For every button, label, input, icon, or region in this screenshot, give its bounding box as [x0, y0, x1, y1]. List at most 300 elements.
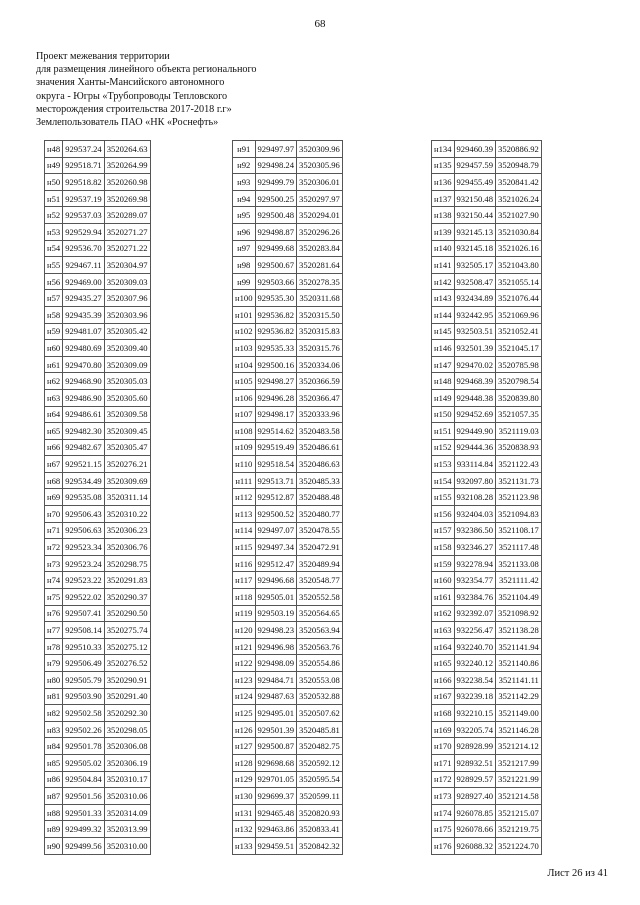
table-row — [432, 522, 542, 539]
x-coordinate-cell: 929498.27 — [255, 373, 297, 390]
x-coordinate-cell: 929500.48 — [255, 207, 297, 224]
header-line: для размещения линейного объекта регионального — [36, 64, 257, 76]
x-coordinate-cell: 926078.85 — [454, 804, 496, 821]
x-coordinate-cell: 929497.34 — [255, 539, 297, 556]
x-coordinate-cell: 929501.33 — [63, 804, 105, 821]
x-coordinate-cell: 932442.95 — [454, 306, 496, 323]
point-id-cell: н125 — [233, 705, 256, 722]
y-coordinate-cell: 3521214.12 — [496, 738, 542, 755]
table-row — [45, 190, 151, 207]
table-row — [233, 472, 343, 489]
point-id-cell: н139 — [432, 223, 455, 240]
x-coordinate-cell: 929498.23 — [255, 622, 297, 639]
table-row — [432, 389, 542, 406]
point-id-cell: н73 — [45, 555, 63, 572]
point-id-cell: н119 — [233, 605, 256, 622]
point-id-cell: н138 — [432, 207, 455, 224]
point-id-cell: н122 — [233, 655, 256, 672]
point-id-cell: н91 — [233, 141, 256, 158]
x-coordinate-cell: 929519.49 — [255, 439, 297, 456]
point-id-cell: н152 — [432, 439, 455, 456]
y-coordinate-cell: 3520278.35 — [297, 273, 343, 290]
y-coordinate-cell: 3520480.77 — [297, 506, 343, 523]
x-coordinate-cell: 929486.61 — [63, 406, 105, 423]
x-coordinate-cell: 929512.87 — [255, 489, 297, 506]
y-coordinate-cell: 3520291.83 — [104, 572, 150, 589]
x-coordinate-cell: 932508.47 — [454, 273, 496, 290]
table-row — [45, 622, 151, 639]
point-id-cell: н49 — [45, 157, 63, 174]
point-id-cell: н112 — [233, 489, 256, 506]
y-coordinate-cell: 3520291.40 — [104, 688, 150, 705]
x-coordinate-cell: 929444.36 — [454, 439, 496, 456]
point-id-cell: н142 — [432, 273, 455, 290]
y-coordinate-cell: 3520313.99 — [104, 821, 150, 838]
table-row — [233, 589, 343, 606]
x-coordinate-cell: 928927.40 — [454, 788, 496, 805]
x-coordinate-cell: 929505.02 — [63, 754, 105, 771]
y-coordinate-cell: 3521140.86 — [496, 655, 542, 672]
point-id-cell: н123 — [233, 672, 256, 689]
table-row — [432, 456, 542, 473]
x-coordinate-cell: 932145.13 — [454, 223, 496, 240]
point-id-cell: н103 — [233, 340, 256, 357]
sheet-footer: Лист 26 из 41 — [547, 868, 608, 879]
x-coordinate-cell: 932145.18 — [454, 240, 496, 257]
table-row — [45, 572, 151, 589]
point-id-cell: н87 — [45, 788, 63, 805]
y-coordinate-cell: 3520485.33 — [297, 472, 343, 489]
table-row — [233, 804, 343, 821]
x-coordinate-cell: 929435.39 — [63, 306, 105, 323]
table-row — [45, 804, 151, 821]
table-row — [432, 771, 542, 788]
document-header — [36, 50, 366, 129]
y-coordinate-cell: 3521111.42 — [496, 572, 542, 589]
x-coordinate-cell: 929500.25 — [255, 190, 297, 207]
y-coordinate-cell: 3520314.09 — [104, 804, 150, 821]
y-coordinate-cell: 3520366.47 — [297, 389, 343, 406]
y-coordinate-cell: 3521030.84 — [496, 223, 542, 240]
table-row — [45, 456, 151, 473]
table-row — [233, 257, 343, 274]
x-coordinate-cell: 929482.30 — [63, 423, 105, 440]
point-id-cell: н165 — [432, 655, 455, 672]
x-coordinate-cell: 932097.80 — [454, 472, 496, 489]
x-coordinate-cell: 929518.54 — [255, 456, 297, 473]
y-coordinate-cell: 3521026.24 — [496, 190, 542, 207]
y-coordinate-cell: 3521117.48 — [496, 539, 542, 556]
x-coordinate-cell: 929505.79 — [63, 672, 105, 689]
point-id-cell: н137 — [432, 190, 455, 207]
y-coordinate-cell: 3520833.41 — [297, 821, 343, 838]
point-id-cell: н96 — [233, 223, 256, 240]
y-coordinate-cell: 3520303.96 — [104, 306, 150, 323]
y-coordinate-cell: 3520306.08 — [104, 738, 150, 755]
point-id-cell: н166 — [432, 672, 455, 689]
x-coordinate-cell: 929497.97 — [255, 141, 297, 158]
y-coordinate-cell: 3520532.88 — [297, 688, 343, 705]
table-row — [45, 141, 151, 158]
table-row — [233, 240, 343, 257]
point-id-cell: н136 — [432, 174, 455, 191]
point-id-cell: н64 — [45, 406, 63, 423]
y-coordinate-cell: 3520841.42 — [496, 174, 542, 191]
y-coordinate-cell: 3520297.97 — [297, 190, 343, 207]
table-row — [432, 506, 542, 523]
y-coordinate-cell: 3521027.90 — [496, 207, 542, 224]
table-row — [432, 837, 542, 854]
y-coordinate-cell: 3520276.21 — [104, 456, 150, 473]
table-row — [233, 655, 343, 672]
point-id-cell: н100 — [233, 290, 256, 307]
y-coordinate-cell: 3521214.58 — [496, 788, 542, 805]
table-row — [233, 605, 343, 622]
y-coordinate-cell: 3521133.08 — [496, 555, 542, 572]
x-coordinate-cell: 932210.15 — [454, 705, 496, 722]
table-row — [233, 273, 343, 290]
point-id-cell: н90 — [45, 837, 63, 854]
table-row — [233, 738, 343, 755]
y-coordinate-cell: 3520842.32 — [297, 837, 343, 854]
x-coordinate-cell: 932386.50 — [454, 522, 496, 539]
point-id-cell: н116 — [233, 555, 256, 572]
point-id-cell: н63 — [45, 389, 63, 406]
x-coordinate-cell: 928932.51 — [454, 754, 496, 771]
point-id-cell: н154 — [432, 472, 455, 489]
y-coordinate-cell: 3520507.62 — [297, 705, 343, 722]
table-row — [233, 290, 343, 307]
table-row — [432, 290, 542, 307]
point-id-cell: н88 — [45, 804, 63, 821]
table-row — [233, 622, 343, 639]
x-coordinate-cell: 929500.67 — [255, 257, 297, 274]
y-coordinate-cell: 3520290.91 — [104, 672, 150, 689]
table-row — [45, 788, 151, 805]
table-row — [432, 721, 542, 738]
x-coordinate-cell: 929499.79 — [255, 174, 297, 191]
table-row — [45, 555, 151, 572]
table-row — [233, 754, 343, 771]
coordinate-table — [232, 140, 343, 855]
point-id-cell: н131 — [233, 804, 256, 821]
table-row — [432, 572, 542, 589]
point-id-cell: н60 — [45, 340, 63, 357]
point-id-cell: н54 — [45, 240, 63, 257]
table-row — [233, 788, 343, 805]
point-id-cell: н75 — [45, 589, 63, 606]
x-coordinate-cell: 929503.90 — [63, 688, 105, 705]
point-id-cell: н106 — [233, 389, 256, 406]
y-coordinate-cell: 3520798.54 — [496, 373, 542, 390]
x-coordinate-cell: 932239.18 — [454, 688, 496, 705]
table-row — [233, 456, 343, 473]
point-id-cell: н56 — [45, 273, 63, 290]
y-coordinate-cell: 3521026.16 — [496, 240, 542, 257]
y-coordinate-cell: 3521104.49 — [496, 589, 542, 606]
y-coordinate-cell: 3521221.99 — [496, 771, 542, 788]
point-id-cell: н57 — [45, 290, 63, 307]
y-coordinate-cell: 3520486.63 — [297, 456, 343, 473]
table-row — [432, 605, 542, 622]
y-coordinate-cell: 3520488.48 — [297, 489, 343, 506]
y-coordinate-cell: 3520333.96 — [297, 406, 343, 423]
table-row — [45, 655, 151, 672]
x-coordinate-cell: 932505.17 — [454, 257, 496, 274]
y-coordinate-cell: 3520298.75 — [104, 555, 150, 572]
x-coordinate-cell: 929486.90 — [63, 389, 105, 406]
point-id-cell: н94 — [233, 190, 256, 207]
y-coordinate-cell: 3521094.83 — [496, 506, 542, 523]
table-row — [45, 522, 151, 539]
y-coordinate-cell: 3521069.96 — [496, 306, 542, 323]
point-id-cell: н117 — [233, 572, 256, 589]
point-id-cell: н161 — [432, 589, 455, 606]
y-coordinate-cell: 3521138.28 — [496, 622, 542, 639]
point-id-cell: н102 — [233, 323, 256, 340]
table-row — [432, 638, 542, 655]
y-coordinate-cell: 3520948.79 — [496, 157, 542, 174]
x-coordinate-cell: 929514.62 — [255, 423, 297, 440]
point-id-cell: н146 — [432, 340, 455, 357]
point-id-cell: н157 — [432, 522, 455, 539]
y-coordinate-cell: 3520310.06 — [104, 788, 150, 805]
x-coordinate-cell: 929435.27 — [63, 290, 105, 307]
y-coordinate-cell: 3520485.81 — [297, 721, 343, 738]
x-coordinate-cell: 933114.84 — [454, 456, 496, 473]
y-coordinate-cell: 3520309.69 — [104, 472, 150, 489]
y-coordinate-cell: 3520315.76 — [297, 340, 343, 357]
x-coordinate-cell: 929537.19 — [63, 190, 105, 207]
y-coordinate-cell: 3520595.54 — [297, 771, 343, 788]
point-id-cell: н163 — [432, 622, 455, 639]
point-id-cell: н176 — [432, 837, 455, 854]
x-coordinate-cell: 929534.49 — [63, 472, 105, 489]
y-coordinate-cell: 3520264.63 — [104, 141, 150, 158]
y-coordinate-cell: 3520271.22 — [104, 240, 150, 257]
table-row — [45, 605, 151, 622]
x-coordinate-cell: 929506.43 — [63, 506, 105, 523]
table-row — [45, 223, 151, 240]
table-row — [432, 539, 542, 556]
x-coordinate-cell: 929502.58 — [63, 705, 105, 722]
x-coordinate-cell: 929448.38 — [454, 389, 496, 406]
y-coordinate-cell: 3521043.80 — [496, 257, 542, 274]
table-row — [432, 141, 542, 158]
y-coordinate-cell: 3521141.94 — [496, 638, 542, 655]
x-coordinate-cell: 929467.11 — [63, 257, 105, 274]
table-row — [45, 356, 151, 373]
x-coordinate-cell: 932434.89 — [454, 290, 496, 307]
x-coordinate-cell: 929499.68 — [255, 240, 297, 257]
x-coordinate-cell: 928928.99 — [454, 738, 496, 755]
point-id-cell: н153 — [432, 456, 455, 473]
table-row — [432, 340, 542, 357]
y-coordinate-cell: 3520311.68 — [297, 290, 343, 307]
table-row — [233, 771, 343, 788]
y-coordinate-cell: 3520306.01 — [297, 174, 343, 191]
table-row — [432, 589, 542, 606]
point-id-cell: н111 — [233, 472, 256, 489]
y-coordinate-cell: 3520820.93 — [297, 804, 343, 821]
point-id-cell: н70 — [45, 506, 63, 523]
table-row — [432, 423, 542, 440]
y-coordinate-cell: 3520552.58 — [297, 589, 343, 606]
table-row — [432, 821, 542, 838]
y-coordinate-cell: 3520310.22 — [104, 506, 150, 523]
x-coordinate-cell: 929500.16 — [255, 356, 297, 373]
y-coordinate-cell: 3520315.50 — [297, 306, 343, 323]
table-row — [45, 439, 151, 456]
x-coordinate-cell: 932238.54 — [454, 672, 496, 689]
x-coordinate-cell: 932404.03 — [454, 506, 496, 523]
x-coordinate-cell: 929529.94 — [63, 223, 105, 240]
x-coordinate-cell: 932346.27 — [454, 539, 496, 556]
x-coordinate-cell: 929521.15 — [63, 456, 105, 473]
table-row — [45, 389, 151, 406]
y-coordinate-cell: 3520482.75 — [297, 738, 343, 755]
table-row — [233, 522, 343, 539]
x-coordinate-cell: 929455.49 — [454, 174, 496, 191]
table-row — [45, 506, 151, 523]
point-id-cell: н132 — [233, 821, 256, 838]
table-row — [233, 821, 343, 838]
point-id-cell: н95 — [233, 207, 256, 224]
x-coordinate-cell: 929536.70 — [63, 240, 105, 257]
x-coordinate-cell: 929502.26 — [63, 721, 105, 738]
x-coordinate-cell: 929496.98 — [255, 638, 297, 655]
y-coordinate-cell: 3520334.06 — [297, 356, 343, 373]
table-row — [45, 754, 151, 771]
y-coordinate-cell: 3520305.47 — [104, 439, 150, 456]
x-coordinate-cell: 929465.48 — [255, 804, 297, 821]
y-coordinate-cell: 3521119.03 — [496, 423, 542, 440]
x-coordinate-cell: 929470.02 — [454, 356, 496, 373]
header-line: округа - Югры «Трубопроводы Тепловского — [36, 90, 228, 102]
point-id-cell: н129 — [233, 771, 256, 788]
x-coordinate-cell: 929498.17 — [255, 406, 297, 423]
x-coordinate-cell: 929536.82 — [255, 323, 297, 340]
page-number: 68 — [314, 18, 326, 30]
y-coordinate-cell: 3521131.73 — [496, 472, 542, 489]
point-id-cell: н121 — [233, 638, 256, 655]
y-coordinate-cell: 3520309.40 — [104, 340, 150, 357]
point-id-cell: н81 — [45, 688, 63, 705]
table-row — [45, 207, 151, 224]
x-coordinate-cell: 932108.28 — [454, 489, 496, 506]
table-row — [233, 572, 343, 589]
point-id-cell: н174 — [432, 804, 455, 821]
x-coordinate-cell: 929500.52 — [255, 506, 297, 523]
point-id-cell: н149 — [432, 389, 455, 406]
table-row — [233, 157, 343, 174]
y-coordinate-cell: 3520563.76 — [297, 638, 343, 655]
x-coordinate-cell: 929501.56 — [63, 788, 105, 805]
point-id-cell: н79 — [45, 655, 63, 672]
point-id-cell: н84 — [45, 738, 63, 755]
header-line: месторождения строительства 2017-2018 г.г» — [36, 103, 232, 115]
y-coordinate-cell: 3520276.52 — [104, 655, 150, 672]
point-id-cell: н159 — [432, 555, 455, 572]
table-row — [432, 688, 542, 705]
y-coordinate-cell: 3520785.98 — [496, 356, 542, 373]
point-id-cell: н104 — [233, 356, 256, 373]
table-row — [45, 157, 151, 174]
y-coordinate-cell: 3520260.98 — [104, 174, 150, 191]
table-row — [432, 223, 542, 240]
y-coordinate-cell: 3520307.96 — [104, 290, 150, 307]
x-coordinate-cell: 929452.69 — [454, 406, 496, 423]
table-row — [233, 506, 343, 523]
y-coordinate-cell: 3520290.37 — [104, 589, 150, 606]
table-row — [45, 373, 151, 390]
table-row — [432, 804, 542, 821]
point-id-cell: н51 — [45, 190, 63, 207]
y-coordinate-cell: 3520483.58 — [297, 423, 343, 440]
table-row — [45, 672, 151, 689]
x-coordinate-cell: 929513.71 — [255, 472, 297, 489]
table-row — [432, 273, 542, 290]
x-coordinate-cell: 929503.19 — [255, 605, 297, 622]
x-coordinate-cell: 926078.66 — [454, 821, 496, 838]
point-id-cell: н134 — [432, 141, 455, 158]
table-row — [45, 489, 151, 506]
table-row — [233, 555, 343, 572]
y-coordinate-cell: 3520296.26 — [297, 223, 343, 240]
x-coordinate-cell: 929459.51 — [255, 837, 297, 854]
point-id-cell: н162 — [432, 605, 455, 622]
point-id-cell: н65 — [45, 423, 63, 440]
x-coordinate-cell: 929523.24 — [63, 555, 105, 572]
y-coordinate-cell: 3520838.93 — [496, 439, 542, 456]
table-row — [233, 223, 343, 240]
point-id-cell: н143 — [432, 290, 455, 307]
y-coordinate-cell: 3520305.60 — [104, 389, 150, 406]
y-coordinate-cell: 3520292.30 — [104, 705, 150, 722]
point-id-cell: н172 — [432, 771, 455, 788]
table-row — [432, 207, 542, 224]
table-row — [45, 589, 151, 606]
x-coordinate-cell: 929518.82 — [63, 174, 105, 191]
point-id-cell: н74 — [45, 572, 63, 589]
x-coordinate-cell: 929523.22 — [63, 572, 105, 589]
y-coordinate-cell: 3520554.86 — [297, 655, 343, 672]
y-coordinate-cell: 3521122.43 — [496, 456, 542, 473]
y-coordinate-cell: 3521219.75 — [496, 821, 542, 838]
point-id-cell: н171 — [432, 754, 455, 771]
point-id-cell: н101 — [233, 306, 256, 323]
x-coordinate-cell: 929523.34 — [63, 539, 105, 556]
x-coordinate-cell: 928929.57 — [454, 771, 496, 788]
point-id-cell: н167 — [432, 688, 455, 705]
y-coordinate-cell: 3520281.64 — [297, 257, 343, 274]
table-row — [45, 273, 151, 290]
table-row — [233, 423, 343, 440]
point-id-cell: н99 — [233, 273, 256, 290]
point-id-cell: н130 — [233, 788, 256, 805]
x-coordinate-cell: 929537.03 — [63, 207, 105, 224]
x-coordinate-cell: 929506.49 — [63, 655, 105, 672]
header-line: значения Ханты-Мансийского автономного — [36, 77, 225, 89]
point-id-cell: н85 — [45, 754, 63, 771]
point-id-cell: н110 — [233, 456, 256, 473]
point-id-cell: н141 — [432, 257, 455, 274]
y-coordinate-cell: 3520563.94 — [297, 622, 343, 639]
table-row — [45, 423, 151, 440]
table-row — [233, 174, 343, 191]
point-id-cell: н77 — [45, 622, 63, 639]
point-id-cell: н124 — [233, 688, 256, 705]
